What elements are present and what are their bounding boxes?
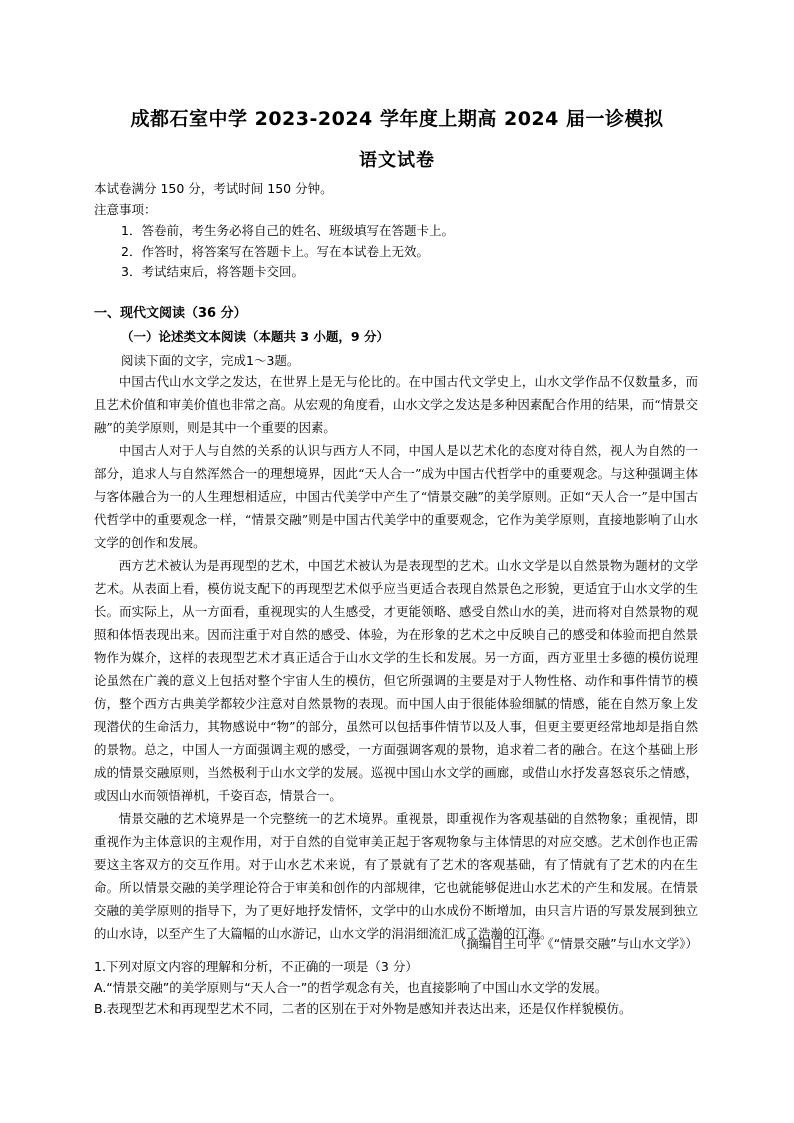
score-time-note: 本试卷满分 150 分，考试时间 150 分钟。: [94, 181, 333, 196]
question-stem: 1.下列对原文内容的理解和分析，不正确的一项是（3 分）: [94, 959, 418, 974]
reading-instruction: 阅读下面的文字，完成1～3题。: [121, 353, 300, 368]
question-option: B.表现型艺术和再现型艺术不同，二者的区别在于对外物是感知并表达出来，还是仅作样貌模仿。: [94, 1001, 632, 1016]
passage-paragraph: 西方艺术被认为是再现型的艺术，中国艺术被认为是表现型的艺术。山水文学是以自然景物为题材的文学艺术。从表面上看，模仿说支配下的再现型艺术似乎应当更适合表现自然景色之形貌，更适宜于山水文学的生长。而实际上，从一方面看，重视现实的人生感受，才更能领略、感受自然山水的美，进而将对自然景物的观照和体悟表现出来。因而注重于对自然的感受、体验，为在形象的艺术之中反映自己的感受和体验而把自然景物作为媒介，这样的表现型艺术才真正适合于山水文学的生长和发展。另一方面，西方亚里士多德的模仿说理论虽然在广義的意义上包括对整个宇宙人生的模仿，但它所强调的主要是对于人物性格、动作和事件情节的模仿，整个西方古典美学都较少注意对自然景物的表现。而中国人由于很能体验细腻的情感，能在自然万象上发现潜伏的生命活力，其物感说中“物”的部分，虽然可以包括事件情节以及人事，但更主要更经常地却是指自然的景物。总之，中国人一方面强调主观的感受，一方面强调客观的景物，追求着二者的融合。在这个基础上形成的情景交融原则，当然极利于山水文学的发展。巡视中国山水文学的画廊，或借山水抒发喜怒哀乐之情感，或因山水而领悟禅机，千姿百态，情景合一。: [94, 558, 698, 803]
notes-heading: 注意事项：: [94, 202, 157, 217]
note-item: 2．作答时，将答案写在答题卡上。写在本试卷上无效。: [121, 244, 429, 259]
question-option: A.“情景交融”的美学原则与“天人合一”的哲学观念有关，也直接影响了中国山水文学的发展。: [94, 980, 608, 995]
note-item: 3．考试结束后，将答题卡交回。: [121, 264, 304, 279]
section-heading: 一、现代文阅读（36 分）: [94, 306, 247, 321]
exam-subtitle: 语文试卷: [359, 150, 435, 171]
passage-source: （摘编自王可平《“情景交融”与山水文学》）: [453, 936, 698, 951]
reading-passage: [94, 370, 698, 945]
passage-paragraph: 中国古人对于人与自然的关系的认识与西方人不同，中国人是以艺术化的态度对待自然，视人为自然的一部分，追求人与自然浑然合一的理想境界，因此“天人合一”成为中国古代哲学中的重要观念。与这种强调主体与客体融合为一的人生理想相适应，中国古代美学中产生了“情景交融”的美学原则。正如“天人合一”是中国古代哲学中的重要观念一样，“情景交融”则是中国古代美学中的重要观念，它作为美学原则，直接地影响了山水文学的创作和发展。: [94, 443, 698, 550]
passage-paragraph: 情景交融的艺术境界是一个完整统一的艺术境界。重视景，即重视作为客观基础的自然物象；重视情，即重视作为主体意识的主观作用，对于自然的自觉审美正起于客观物象与主体情思的对应交感。艺术创作也正需要这主客双方的交互作用。对于山水艺术来说，有了景就有了艺术的客观基础，有了情就有了艺术的内在生命。所以情景交融的美学理论符合于审美和创作的内部规律，它也就能够促进山水艺术的产生和发展。在情景交融的美学原则的指导下，为了更好地抒发情怀，文学中的山水成份不断增加，由只言片语的写景发展到独立的山水诗，以至产生了大篇幅的山水游记，山水文学的涓涓细流汇成了浩瀚的江海。: [94, 811, 698, 941]
note-item: 1．答卷前，考生务必将自己的姓名、班级填写在答题卡上。: [121, 223, 454, 238]
exam-title: 成都石室中学 2023-2024 学年度上期高 2024 届一诊模拟: [130, 108, 664, 130]
part-heading: （一）论述类文本阅读（本题共 3 小题，9 分）: [121, 329, 389, 344]
passage-paragraph: 中国古代山水文学之发达，在世界上是无与伦比的。在中国古代文学史上，山水文学作品不仅数量多，而且艺术价值和审美价值也非常之高。从宏观的角度看，山水文学之发达是多种因素配合作用的结果，而“情景交融”的美学原则，则是其中一个重要的因素。: [94, 374, 698, 435]
